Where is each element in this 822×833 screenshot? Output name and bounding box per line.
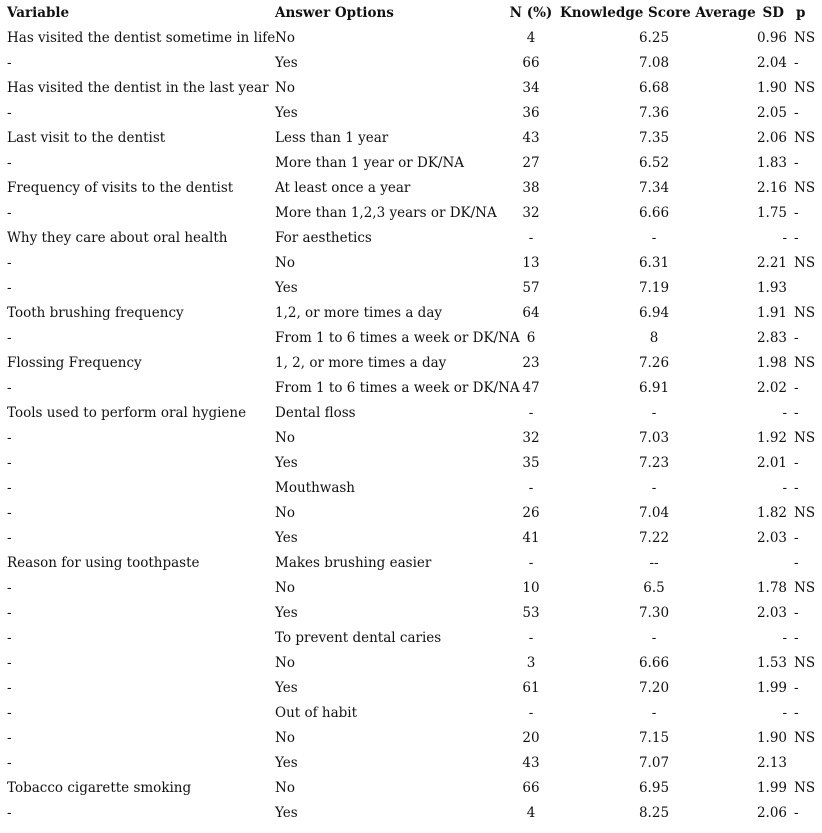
cell-answer-option: For aesthetics — [275, 229, 372, 246]
cell-p-value: - — [794, 104, 799, 121]
cell-p-value — [790, 275, 822, 300]
cell-knowledge-score: 7.22 — [638, 529, 670, 546]
cell-p-value — [790, 750, 822, 775]
table-row — [0, 350, 822, 375]
cell-n: 64 — [522, 304, 540, 321]
cell-variable: - — [7, 704, 12, 721]
cell-variable: Has visited the dentist in the last year — [7, 79, 269, 96]
cell-knowledge-score: 6.66 — [638, 204, 670, 221]
cell-sd: 1.92 — [756, 429, 787, 446]
cell-n: 38 — [522, 179, 540, 196]
cell-variable: Tobacco cigarette smoking — [7, 779, 192, 796]
cell-answer-option: Less than 1 year — [275, 129, 389, 146]
cell-n: 34 — [522, 79, 540, 96]
cell-n: 61 — [522, 679, 540, 696]
cell-knowledge-score: 8 — [649, 329, 659, 346]
cell-p-value: - — [794, 529, 799, 546]
cell-answer-option: Yes — [275, 104, 298, 121]
table-row — [0, 675, 822, 700]
cell-variable: - — [7, 254, 12, 271]
cell-p-value: NS — [794, 254, 816, 271]
cell-variable: Tools used to perform oral hygiene — [7, 404, 247, 421]
cell-variable: - — [7, 154, 12, 171]
cell-knowledge-score: 6.25 — [638, 29, 670, 46]
cell-sd: 1.91 — [756, 304, 787, 321]
table-row — [0, 425, 822, 450]
cell-knowledge-score: 7.20 — [638, 679, 670, 696]
cell-p-value: - — [794, 454, 799, 471]
cell-answer-option: Yes — [275, 54, 298, 71]
cell-n: 20 — [522, 729, 540, 746]
cell-p-value: - — [794, 54, 799, 71]
cell-n: 6 — [526, 329, 536, 346]
cell-n: 32 — [522, 429, 540, 446]
cell-answer-option: 1, 2, or more times a day — [275, 354, 447, 371]
cell-n: 4 — [526, 29, 536, 46]
cell-knowledge-score: - — [651, 479, 657, 496]
cell-knowledge-score: 7.19 — [638, 279, 670, 296]
cell-answer-option: Dental floss — [275, 404, 356, 421]
cell-p-value: NS — [794, 29, 816, 46]
cell-knowledge-score: - — [651, 229, 657, 246]
table-body — [0, 25, 822, 825]
cell-p-value: - — [794, 204, 799, 221]
cell-knowledge-score: 7.34 — [638, 179, 670, 196]
cell-p-value: NS — [794, 304, 816, 321]
cell-n: 27 — [522, 154, 540, 171]
cell-n: 57 — [522, 279, 540, 296]
cell-n: 43 — [522, 754, 540, 771]
cell-variable: - — [7, 529, 12, 546]
cell-knowledge-score: 6.5 — [643, 579, 665, 596]
cell-variable: - — [7, 54, 12, 71]
table-row — [0, 125, 822, 150]
cell-p-value: - — [794, 329, 799, 346]
cell-answer-option: No — [275, 654, 295, 671]
cell-variable: - — [7, 629, 12, 646]
table-row — [0, 700, 822, 725]
cell-knowledge-score: - — [651, 629, 657, 646]
cell-sd: 2.21 — [756, 254, 787, 271]
cell-answer-option: At least once a year — [275, 179, 411, 196]
cell-answer-option: No — [275, 579, 295, 596]
cell-knowledge-score: 6.66 — [638, 654, 670, 671]
table-row — [0, 475, 822, 500]
cell-variable: - — [7, 754, 12, 771]
cell-sd: 1.53 — [756, 654, 787, 671]
cell-sd: 2.83 — [756, 329, 787, 346]
cell-n: 32 — [522, 204, 540, 221]
cell-sd: 1.83 — [756, 154, 787, 171]
cell-knowledge-score: 7.08 — [638, 54, 670, 71]
cell-knowledge-score: 6.95 — [638, 779, 670, 796]
cell-answer-option: No — [275, 429, 295, 446]
cell-variable: Last visit to the dentist — [7, 129, 166, 146]
cell-sd: 1.78 — [756, 579, 787, 596]
cell-sd: 1.98 — [756, 354, 787, 371]
cell-knowledge-score: 6.94 — [638, 304, 670, 321]
cell-sd: 0.96 — [756, 29, 787, 46]
cell-sd: 2.02 — [756, 379, 787, 396]
cell-variable: - — [7, 729, 12, 746]
cell-answer-option: Mouthwash — [275, 479, 355, 496]
cell-sd: 1.99 — [756, 779, 787, 796]
cell-sd: - — [782, 704, 787, 721]
table-row — [0, 200, 822, 225]
table-row — [0, 225, 822, 250]
cell-variable: - — [7, 679, 12, 696]
header-n-percent: N (%) — [509, 4, 553, 21]
table-row — [0, 75, 822, 100]
cell-sd: 2.03 — [756, 604, 787, 621]
table-row — [0, 800, 822, 825]
cell-answer-option: More than 1 year or DK/NA — [275, 154, 465, 171]
cell-n: 35 — [522, 454, 540, 471]
cell-answer-option: From 1 to 6 times a week or DK/NA — [275, 379, 520, 396]
table-row — [0, 550, 822, 575]
cell-knowledge-score: 8.25 — [638, 804, 670, 821]
cell-answer-option: No — [275, 254, 295, 271]
cell-answer-option: Out of habit — [275, 704, 358, 721]
cell-answer-option: No — [275, 779, 295, 796]
cell-sd: - — [782, 479, 787, 496]
cell-n: 23 — [522, 354, 540, 371]
table-row — [0, 500, 822, 525]
table-row — [0, 775, 822, 800]
table-row — [0, 575, 822, 600]
cell-variable: - — [7, 579, 12, 596]
cell-sd: - — [782, 404, 787, 421]
cell-n: 53 — [522, 604, 540, 621]
cell-n: 47 — [522, 379, 540, 396]
cell-sd: 2.06 — [756, 129, 787, 146]
table-row — [0, 375, 822, 400]
cell-sd — [748, 550, 790, 575]
cell-n: - — [528, 479, 534, 496]
cell-answer-option: No — [275, 504, 295, 521]
table-row — [0, 400, 822, 425]
cell-p-value: - — [794, 804, 799, 821]
table-row — [0, 525, 822, 550]
cell-variable: Frequency of visits to the dentist — [7, 179, 234, 196]
cell-answer-option: Makes brushing easier — [275, 554, 432, 571]
cell-p-value: - — [794, 379, 799, 396]
cell-knowledge-score: - — [651, 704, 657, 721]
cell-p-value: - — [794, 629, 799, 646]
cell-variable: Tooth brushing frequency — [7, 304, 184, 321]
cell-knowledge-score: 7.26 — [638, 354, 670, 371]
cell-p-value: - — [794, 404, 799, 421]
cell-knowledge-score: 7.30 — [638, 604, 670, 621]
cell-answer-option: No — [275, 729, 295, 746]
cell-variable: - — [7, 654, 12, 671]
cell-answer-option: Yes — [275, 454, 298, 471]
cell-sd: 2.03 — [756, 529, 787, 546]
header-variable: Variable — [7, 4, 70, 21]
cell-variable: - — [7, 329, 12, 346]
cell-variable: Reason for using toothpaste — [7, 554, 200, 571]
cell-answer-option: Yes — [275, 754, 298, 771]
cell-answer-option: Yes — [275, 279, 298, 296]
header-answer-options: Answer Options — [275, 4, 394, 21]
cell-n: - — [528, 554, 534, 571]
cell-knowledge-score: - — [651, 404, 657, 421]
cell-p-value: NS — [794, 79, 816, 96]
cell-n: 36 — [522, 104, 540, 121]
cell-sd: 1.90 — [756, 729, 787, 746]
cell-n: 43 — [522, 129, 540, 146]
cell-sd: 2.06 — [756, 804, 787, 821]
table-row — [0, 625, 822, 650]
table-row — [0, 450, 822, 475]
cell-n: 13 — [522, 254, 540, 271]
table-row — [0, 750, 822, 775]
table-row — [0, 650, 822, 675]
cell-p-value: NS — [794, 729, 816, 746]
cell-p-value: NS — [794, 354, 816, 371]
cell-sd: 1.93 — [756, 279, 787, 296]
cell-answer-option: No — [275, 29, 295, 46]
table-row — [0, 25, 822, 50]
cell-answer-option: Yes — [275, 804, 298, 821]
header-row — [0, 0, 822, 25]
table-row — [0, 150, 822, 175]
cell-variable: - — [7, 804, 12, 821]
cell-p-value: NS — [794, 504, 816, 521]
cell-variable: - — [7, 504, 12, 521]
cell-variable: - — [7, 604, 12, 621]
header-knowledge-score: Knowledge Score Average — [560, 4, 756, 21]
cell-variable: - — [7, 429, 12, 446]
cell-n: - — [528, 704, 534, 721]
cell-n: - — [528, 404, 534, 421]
cell-answer-option: Yes — [275, 529, 298, 546]
cell-n: 10 — [522, 579, 540, 596]
cell-sd: 2.04 — [756, 54, 787, 71]
table-row — [0, 725, 822, 750]
cell-n: 26 — [522, 504, 540, 521]
cell-p-value: - — [794, 554, 799, 571]
cell-variable: Why they care about oral health — [7, 229, 228, 246]
cell-knowledge-score: 7.15 — [638, 729, 670, 746]
cell-knowledge-score: -- — [649, 554, 659, 571]
cell-knowledge-score: 7.35 — [638, 129, 670, 146]
cell-variable: - — [7, 204, 12, 221]
cell-p-value: NS — [794, 654, 816, 671]
cell-answer-option: To prevent dental caries — [275, 629, 442, 646]
cell-knowledge-score: 6.68 — [638, 79, 670, 96]
cell-p-value: NS — [794, 779, 816, 796]
cell-knowledge-score: 7.07 — [638, 754, 670, 771]
cell-answer-option: No — [275, 79, 295, 96]
table-row — [0, 300, 822, 325]
cell-n: - — [528, 629, 534, 646]
table-row — [0, 600, 822, 625]
cell-p-value: - — [794, 704, 799, 721]
cell-variable: Has visited the dentist sometime in life — [7, 29, 276, 46]
cell-sd: 2.05 — [756, 104, 787, 121]
cell-variable: - — [7, 279, 12, 296]
cell-variable: - — [7, 479, 12, 496]
cell-knowledge-score: 7.36 — [638, 104, 670, 121]
cell-answer-option: More than 1,2,3 years or DK/NA — [275, 204, 497, 221]
cell-sd: 1.75 — [756, 204, 787, 221]
cell-p-value: - — [794, 479, 799, 496]
cell-p-value: - — [794, 604, 799, 621]
cell-n: 66 — [522, 54, 540, 71]
cell-knowledge-score: 6.91 — [638, 379, 670, 396]
cell-p-value: - — [794, 154, 799, 171]
cell-sd: 2.16 — [756, 179, 787, 196]
cell-sd: 2.13 — [756, 754, 787, 771]
table-row — [0, 50, 822, 75]
table-row — [0, 275, 822, 300]
cell-p-value: NS — [794, 179, 816, 196]
cell-n: 3 — [526, 654, 536, 671]
cell-p-value: NS — [794, 129, 816, 146]
header-p: p — [796, 4, 806, 21]
cell-variable: - — [7, 454, 12, 471]
cell-answer-option: Yes — [275, 604, 298, 621]
cell-variable: - — [7, 104, 12, 121]
cell-knowledge-score: 6.52 — [638, 154, 670, 171]
cell-variable: - — [7, 379, 12, 396]
table-row — [0, 325, 822, 350]
cell-answer-option: From 1 to 6 times a week or DK/NA — [275, 329, 520, 346]
cell-variable: Flossing Frequency — [7, 354, 142, 371]
cell-knowledge-score: 7.04 — [638, 504, 670, 521]
cell-answer-option: 1,2, or more times a day — [275, 304, 442, 321]
cell-knowledge-score: 7.03 — [638, 429, 670, 446]
cell-sd: 1.99 — [756, 679, 787, 696]
table-header — [0, 0, 822, 25]
cell-n: 41 — [522, 529, 540, 546]
cell-sd: 1.90 — [756, 79, 787, 96]
cell-sd: - — [782, 629, 787, 646]
table-row — [0, 250, 822, 275]
cell-p-value: - — [794, 679, 799, 696]
cell-knowledge-score: 6.31 — [638, 254, 670, 271]
cell-sd: 1.82 — [756, 504, 787, 521]
cell-answer-option: Yes — [275, 679, 298, 696]
table-row — [0, 100, 822, 125]
cell-n: - — [528, 229, 534, 246]
cell-n: 66 — [522, 779, 540, 796]
cell-knowledge-score: 7.23 — [638, 454, 670, 471]
table-row — [0, 175, 822, 200]
cell-p-value: NS — [794, 429, 816, 446]
cell-p-value: NS — [794, 579, 816, 596]
cell-sd: 2.01 — [756, 454, 787, 471]
header-sd: SD — [762, 4, 784, 21]
cell-p-value: - — [794, 229, 799, 246]
cell-sd: - — [782, 229, 787, 246]
cell-n: 4 — [526, 804, 536, 821]
